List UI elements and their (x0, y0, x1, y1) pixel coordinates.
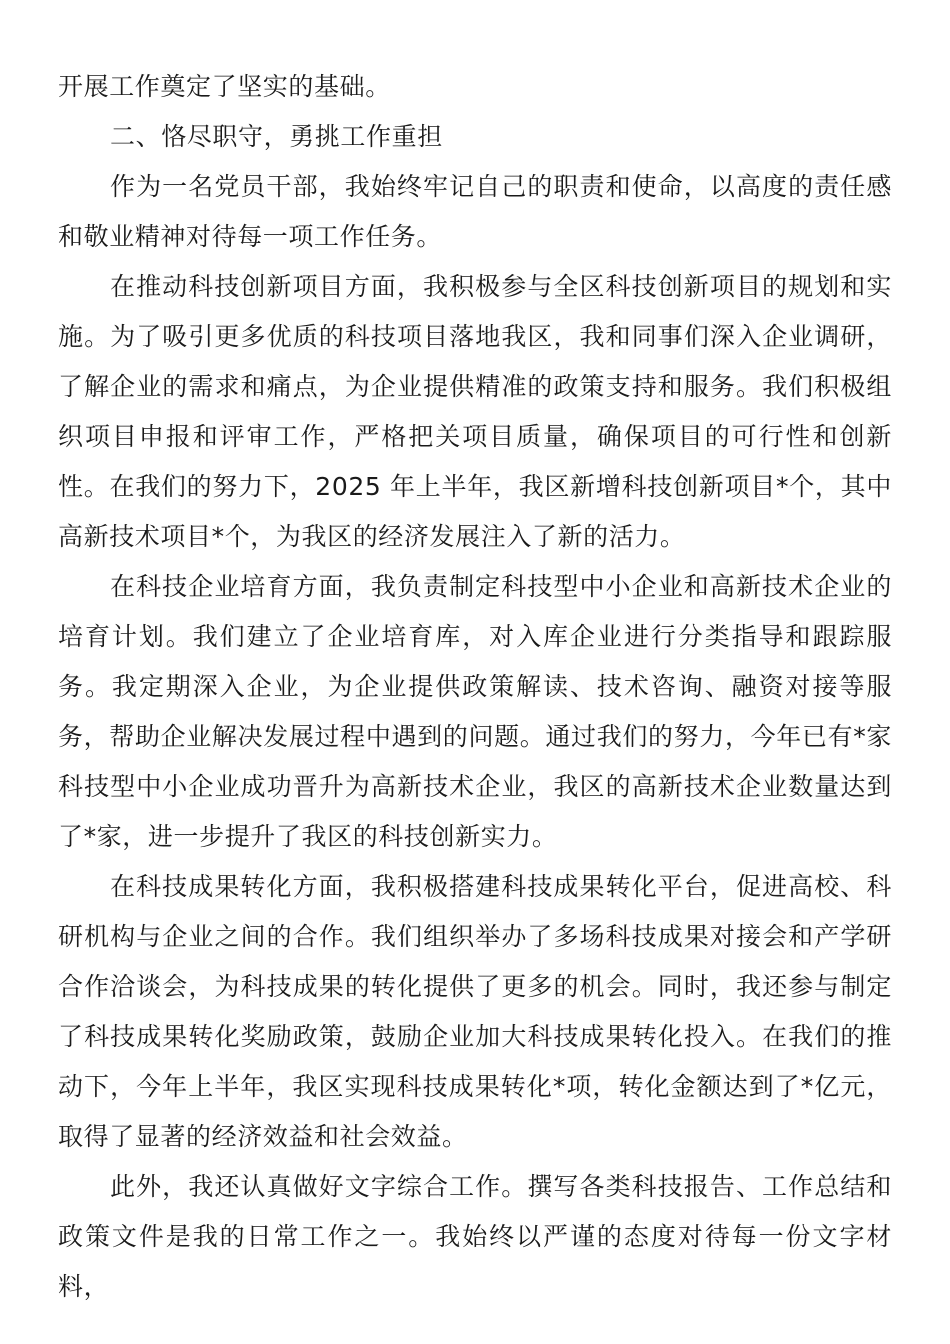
paragraph-continuation: 开展工作奠定了坚实的基础。 (58, 72, 391, 101)
paragraph-achievement-transfer: 在科技成果转化方面，我积极搭建科技成果转化平台，促进高校、科研机构与企业之间的合作。我们组织举办了多场科技成果对接会和产学研合作洽谈会，为科技成果的转化提供了更多的机会。同时，我还参与制定了科技成果转化奖励政策，鼓励企业加大科技成果转化投入。在我们的推动下，今年上半年，我区实现科技成果转化*项，转化金额达到了*亿元，取得了显著的经济效益和社会效益。 (58, 872, 892, 1151)
paragraph-intro: 作为一名党员干部，我始终牢记自己的职责和使命，以高度的责任感和敬业精神对待每一项工作任务。 (58, 172, 892, 251)
section-heading: 二、恪尽职守，勇挑工作重担 (110, 122, 443, 151)
paragraph-innovation-projects: 在推动科技创新项目方面，我积极参与全区科技创新项目的规划和实施。为了吸引更多优质的科技项目落地我区，我和同事们深入企业调研，了解企业的需求和痛点，为企业提供精准的政策支持和服务。我们积极组织项目申报和评审工作，严格把关项目质量，确保项目的可行性和创新性。在我们的努力下，2025 年上半年，我区新增科技创新项目*个，其中高新技术项目*个，为我区的经济发展注入了新的活力。 (58, 272, 892, 551)
paragraph-writing-work: 此外，我还认真做好文字综合工作。撰写各类科技报告、工作总结和政策文件是我的日常工作之一。我始终以严谨的态度对待每一份文字材料， (58, 1172, 892, 1301)
document-page (58, 62, 892, 1312)
paragraph-enterprise-cultivation: 在科技企业培育方面，我负责制定科技型中小企业和高新技术企业的培育计划。我们建立了企业培育库，对入库企业进行分类指导和跟踪服务。我定期深入企业，为企业提供政策解读、技术咨询、融资对接等服务，帮助企业解决发展过程中遇到的问题。通过我们的努力，今年已有*家科技型中小企业成功晋升为高新技术企业，我区的高新技术企业数量达到了*家，进一步提升了我区的科技创新实力。 (58, 572, 892, 851)
